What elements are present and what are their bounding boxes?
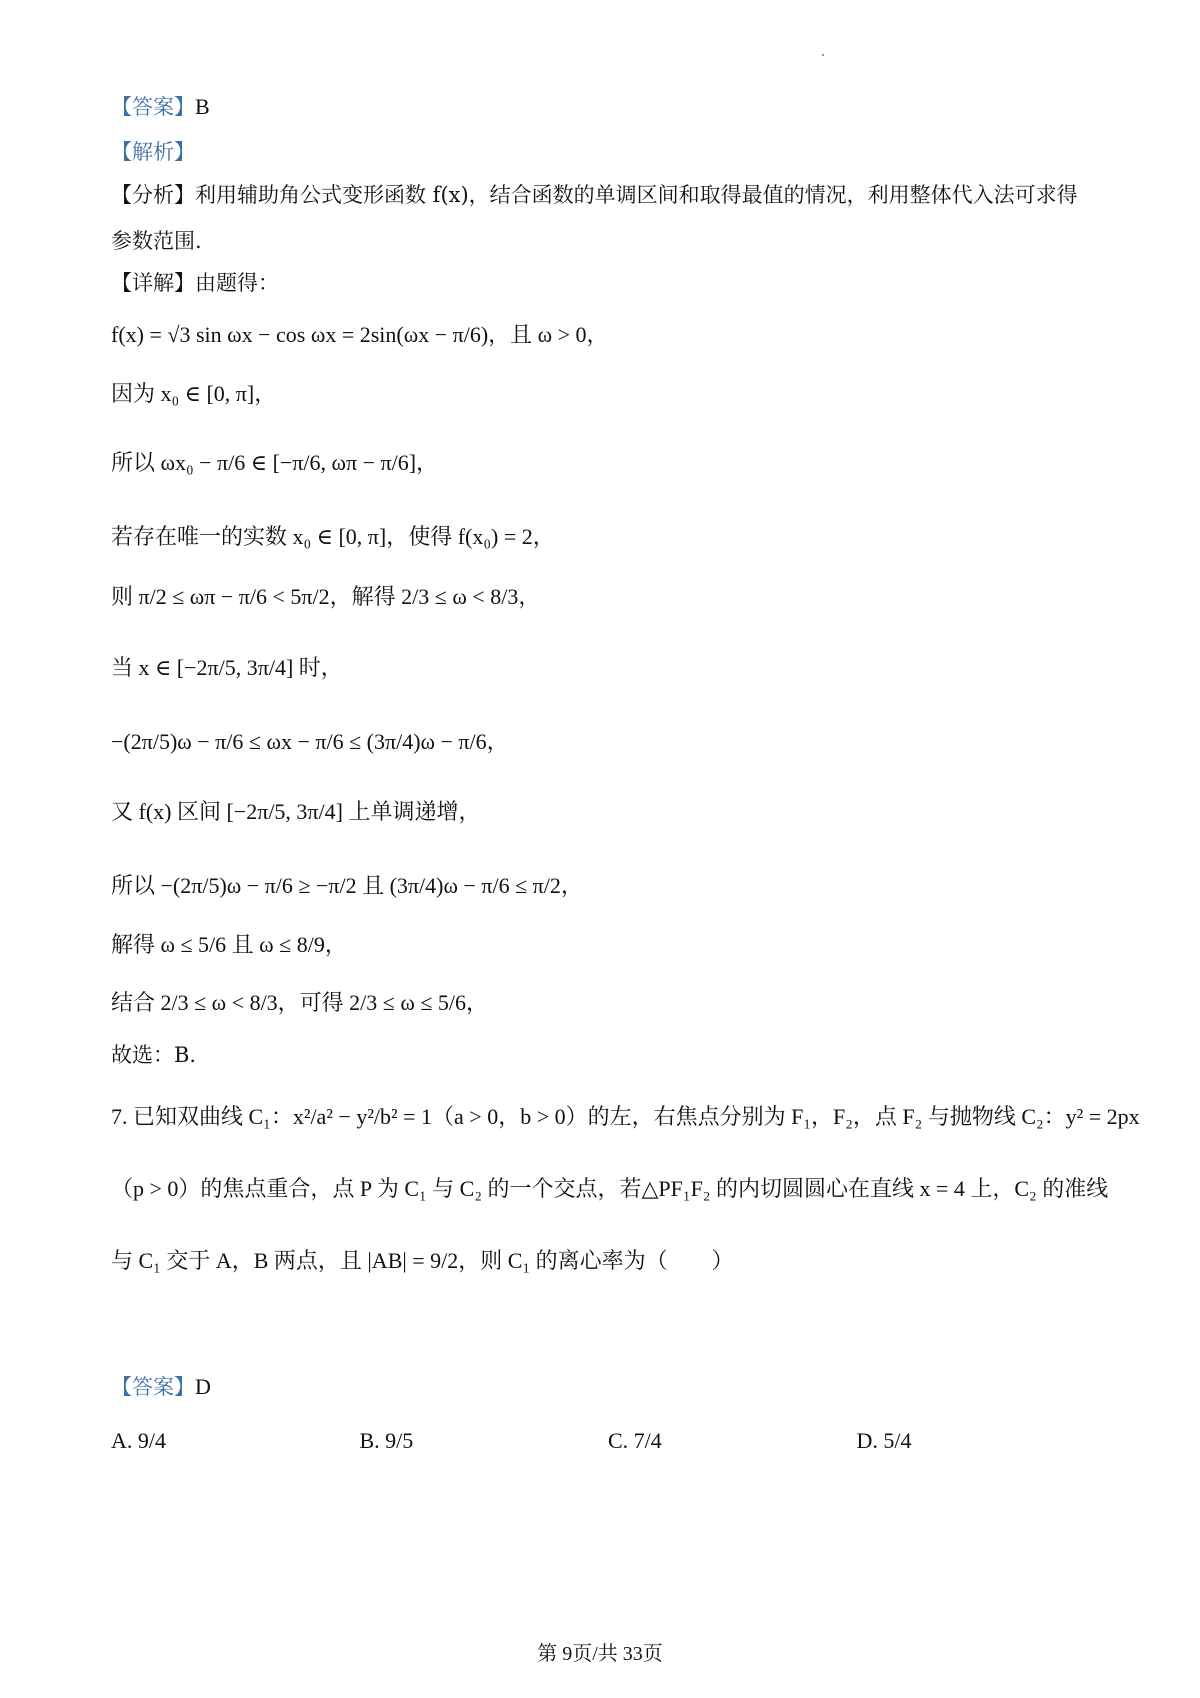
step-3: 所以 ωx₀ − π/6 ∈ [−π/6, ωπ − π/6]， [111,450,439,475]
option-b: B. 9/5 [359,1428,414,1453]
analysis-continuation: 参数范围. [111,229,202,253]
answer-value: B [195,94,210,119]
step-2: 因为 x₀ ∈ [0, π]， [111,381,277,406]
option-d: D. 5/4 [856,1428,912,1453]
answer-line-2 [111,1372,1105,1402]
step-11: 结合 2/3 ≤ ω < 8/3，可得 2/3 ≤ ω ≤ 5/6， [111,990,489,1015]
question-7-line-2: （p > 0）的焦点重合，点 P 为 C₁ 与 C₂ 的一个交点，若△PF₁F₂ 的内切圆圆心在直线 x = 4 上，C₂ 的准线 [111,1176,1109,1201]
question-7-line-3: 与 C₁ 交于 A，B 两点，且 |AB| = 9/2，则 C₁ 的离心率为（ ） [111,1248,734,1273]
analysis-tag: 【解析】 [111,140,195,164]
step-10: 解得 ω ≤ 5/6 且 ω ≤ 8/9， [111,932,347,957]
decorative-dot [822,54,824,56]
page-footer: 第 9页/共 33页 [537,1643,663,1665]
analysis-heading [111,137,1105,167]
step-6: 当 x ∈ [−2π/5, 3π/4] 时， [111,655,343,680]
step-1: f(x) = √3 sin ωx − cos ωx = 2sin(ωx − π/6)，且 ω > 0， [111,322,609,347]
step-5: 则 π/2 ≤ ωπ − π/6 < 5π/2，解得 2/3 ≤ ω < 8/3， [111,584,541,609]
step-12: 故选：B. [111,1043,197,1067]
option-a: A. 9/4 [111,1428,166,1453]
answer-tag: 【答案】 [111,95,195,119]
detail-label: 【详解】 [111,271,195,295]
analysis-line [111,180,1105,210]
step-8: 又 f(x) 区间 [−2π/5, 3π/4] 上单调递增， [111,799,481,824]
question-7-line-1: 7. 已知双曲线 C₁：x²/a² − y²/b² = 1（a > 0，b > 0）的左，右焦点分别为 F₁，F₂，点 F₂ 与抛物线 C₂：y² = 2px [111,1104,1140,1129]
step-7: −(2π/5)ω − π/6 ≤ ωx − π/6 ≤ (3π/4)ω − π/6， [111,729,509,754]
answer-tag-2: 【答案】 [111,1375,195,1399]
analysis-label: 【分析】 [111,183,195,207]
answer-line [111,92,1105,122]
detail-line [111,268,1105,298]
detail-text: 由题得： [195,271,279,295]
answer-value-2: D [195,1374,211,1399]
answer-options [111,1428,1105,1454]
step-9: 所以 −(2π/5)ω − π/6 ≥ −π/2 且 (3π/4)ω − π/6 ≤ π/2， [111,873,583,898]
analysis-text: 利用辅助角公式变形函数 f(x)，结合函数的单调区间和取得最值的情况，利用整体代入法可求得 [195,183,1078,207]
option-c: C. 7/4 [608,1428,662,1453]
step-4: 若存在唯一的实数 x₀ ∈ [0, π]，使得 f(x₀) = 2， [111,524,555,549]
